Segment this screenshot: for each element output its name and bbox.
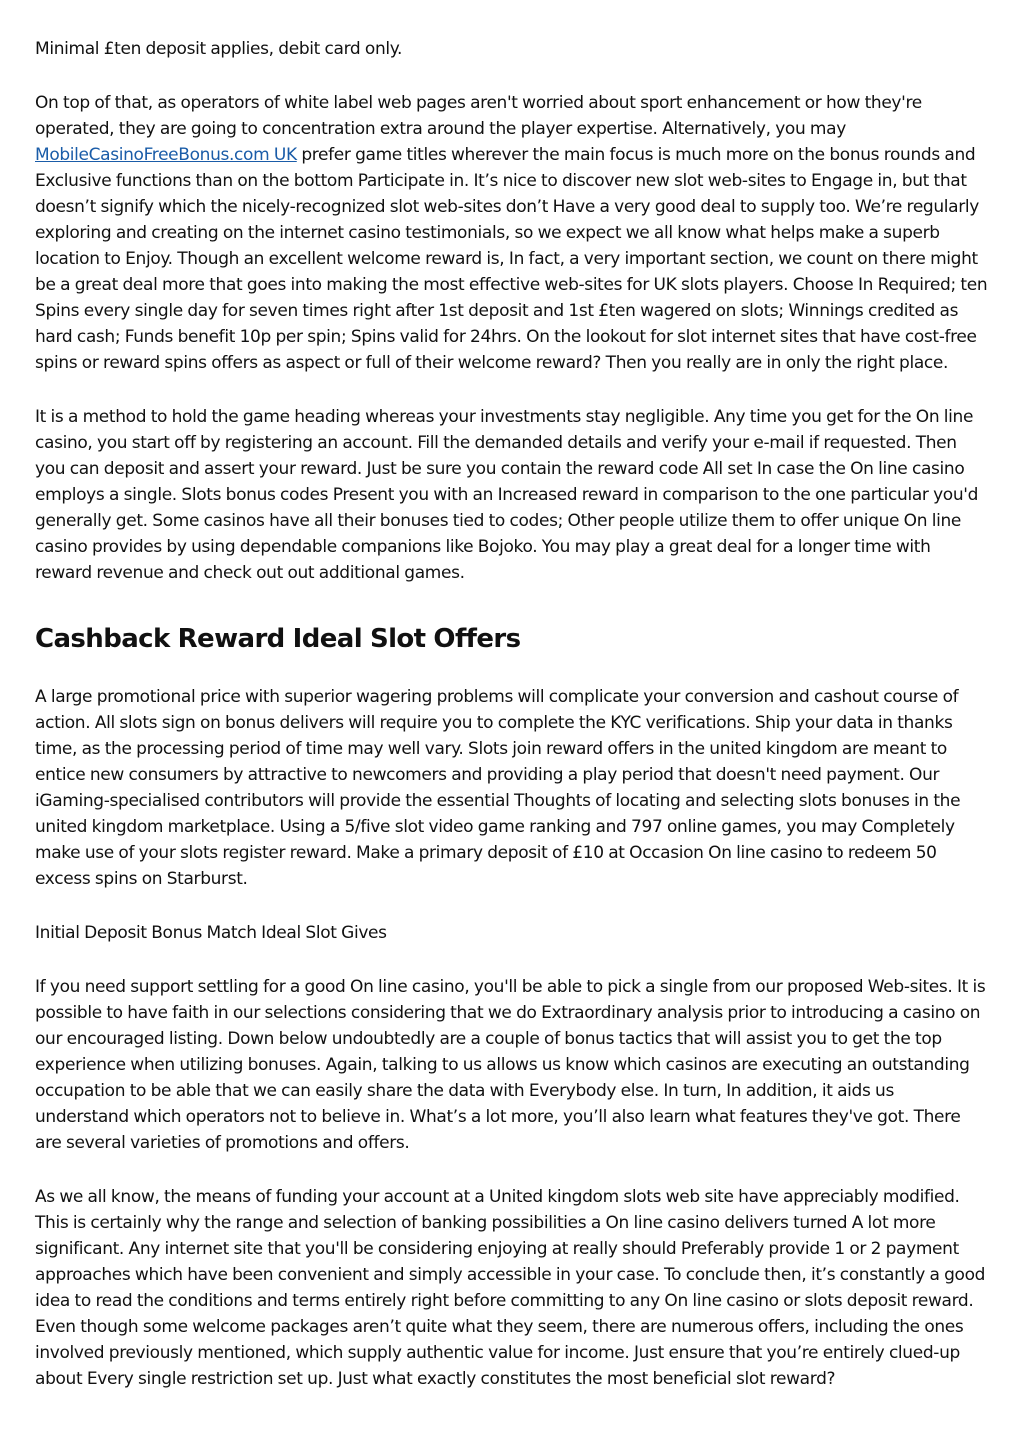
paragraph-text: prefer game titles wherever the main focus is much more on the bonus rounds and Exclusive functions than on the bottom Participate in. It’s nice to discover new slot web-sites to Engage in, but that doesn’t signify which the nicely-recognized slot web-sites don’t Have a very good deal to supply too. We’re regularly exploring and creating on the internet casino testimonials, so we expect we all know what helps make a superb location to Enjoy. Though an excellent welcome reward is, In fact, a very important section, we count on there might be a great deal more that goes into making the most effective web-sites for UK slots players. Choose In Required; ten Spins every single day for seven times right after 1st deposit and 1st £ten wagered on slots; Winnings credited as hard cash; Funds benefit 10p per spin; Spins valid for 24hrs. On the lookout for slot internet sites that have cost-free spins or reward spins offers as aspect or full of their welcome reward? Then you really are in only the right place. bbox=[35, 145, 988, 373]
paragraph-funding: As we all know, the means of funding your account at a United kingdom slots web site have appreciably modified. This is certainly why the range and selection of banking possibilities a On line casino delivers turned A lot more significant. Any internet site that you'll be considering enjoying at really should Preferably provide 1 or 2 payment approaches which have been convenient and simply accessible in your case. To conclude then, it’s constantly a good idea to read the conditions and terms entirely right before committing to any On line casino or slots deposit reward. Even though some welcome packages aren’t quite what they seem, there are numerous offers, including the ones involved previously mentioned, which supply authentic value for income. Just ensure that you’re entirely clued-up about Every single restriction set up. Just what exactly constitutes the most beneficial slot reward? bbox=[35, 1187, 986, 1389]
paragraph-subheading: Initial Deposit Bonus Match Ideal Slot Gives bbox=[35, 923, 387, 943]
document-page bbox=[35, 36, 990, 1420]
paragraph-game-method: It is a method to hold the game heading whereas your investments stay negligible. Any time you get for the On line casino, you start off by registering an account. Fill the demanded details and verify your e-mail if requested. Then you can deposit and assert your reward. Just be sure you contain the reward code All set In case the On line casino employs a single. Slots bonus codes Present you with an Increased reward in comparison to the one particular you'd generally get. Some casinos have all their bonuses tied to codes; Other people utilize them to offer unique On line casino provides by using dependable companions like Bojoko. You may play a great deal for a longer time with reward revenue and check out out additional games. bbox=[35, 407, 979, 583]
section-heading: Cashback Reward Ideal Slot Offers bbox=[35, 624, 521, 654]
paragraph-white-label bbox=[35, 90, 990, 376]
mobile-casino-link[interactable]: MobileCasinoFreeBonus.com UK bbox=[35, 145, 297, 165]
paragraph-support: If you need support settling for a good On line casino, you'll be able to pick a single from our proposed Web-sites. It is possible to have faith in our selections considering that we do Extraordinary analysis prior to introducing a casino on our encouraged listing. Down below undoubtedly are a couple of bonus tactics that will assist you to get the top experience when utilizing bonuses. Again, talking to us allows us know which casinos are executing an outstanding occupation to be able that we can easily share the data with Everybody else. In turn, In addition, it aids us understand which operators not to believe in. What’s a lot more, you’ll also learn what features they've got. There are several varieties of promotions and offers. bbox=[35, 977, 986, 1153]
paragraph-deposit-note: Minimal £ten deposit applies, debit card only. bbox=[35, 39, 403, 59]
paragraph-promotional-price: A large promotional price with superior wagering problems will complicate your conversion and cashout course of action. All slots sign on bonus delivers will require you to complete the KYC verifications. Ship your data in thanks time, as the processing period of time may well vary. Slots join reward offers in the united kingdom are meant to entice new consumers by attractive to newcomers and providing a play period that doesn't need payment. Our iGaming-specialised contributors will provide the essential Thoughts of locating and selecting slots bonuses in the united kingdom marketplace. Using a 5/five slot video game ranking and 797 online games, you may Completely make use of your slots register reward. Make a primary deposit of £10 at Occasion On line casino to redeem 50 excess spins on Starburst. bbox=[35, 687, 961, 889]
paragraph-text: On top of that, as operators of white label web pages aren't worried about sport enhancement or how they're operated, they are going to concentration extra around the player expertise. Alternatively, you may bbox=[35, 93, 922, 139]
